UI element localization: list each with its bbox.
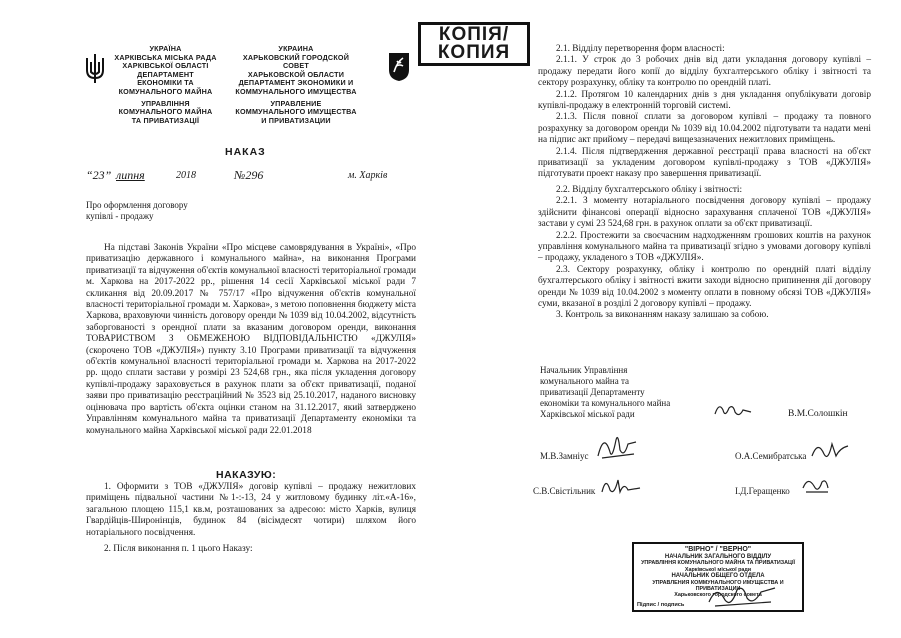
header-ru-line: КОММУНАЛЬНОГО ИМУЩЕСТВА [235, 107, 357, 117]
order-subject [86, 200, 286, 221]
verify-stamp-line: УПРАВЛІННЯ КОМУНАЛЬНОГО МАЙНА ТА ПРИВАТИЗАЦІЇ [641, 560, 795, 567]
head-title-line: економіки та комунального майна [540, 398, 671, 408]
paragraph-3: 3. Контроль за виконанням наказу залишаю за собою. [556, 310, 769, 321]
nakazuyu-heading: НАКАЗУЮ: [216, 469, 277, 481]
header-ru-line: ХАРЬКОВСКОЙ ОБЛАСТИ [247, 69, 345, 79]
copy-stamp [418, 22, 530, 66]
paragraph-2-3: 2.3. Сектору розрахунку, обліку і контролю по орендній платі відділу бухгалтерського обліку і звітності вжити заходи відносно припинення дії договору оренди № 1039 від 10.04.2002 з моменту оплати в повному обсязі ТОВ «ДЖУЛІЯ» суми, вказаної в розділі 2 договору купівлі – продажу. [538, 264, 871, 309]
header-ru-line: КОММУНАЛЬНОГО ИМУЩЕСТВА [235, 86, 357, 96]
head-name: В.М.Солошкін [788, 409, 848, 419]
head-title-line: комунального майна та [540, 376, 630, 386]
city-coat-of-arms-icon [388, 52, 410, 82]
verify-stamp-line: "ВІРНО" / "ВЕРНО" [684, 546, 752, 553]
visa-signature-3-icon [600, 474, 642, 498]
verify-stamp-signature-icon [705, 582, 777, 610]
paragraph-2-1-2: 2.1.2. Протягом 10 календарних днів з дня укладання опублікувати договір купівлі-продажу в електронній торговій системі. [538, 89, 871, 112]
visa-name-2: О.А.Семибратська [735, 451, 807, 461]
verify-stamp-line: НАЧАЛЬНИК ОБЩЕГО ОТДЕЛА [671, 573, 765, 580]
visa-signature-4-icon [800, 474, 832, 498]
order-subject-line: купівлі - продажу [86, 210, 154, 221]
head-title-line: Начальник Управління [540, 365, 628, 375]
header-ua-line: УКРАЇНА [149, 44, 182, 53]
visa-name-4: І.Д.Геращенко [735, 486, 790, 496]
head-signature-icon [713, 400, 753, 422]
order-subject-line: Про оформлення договору [86, 200, 188, 210]
header-ru-line: УПРАВЛЕНИЕ [270, 98, 322, 108]
paragraph-2-2-1: 2.2.1. З моменту нотаріального посвідчення договору купівлі – продажу здійснити фінансові операції відносно зарахування сплаченої ТОВ «ДЖУЛІЯ» застави у сумі 23 524,68 грн. в рахунок оплати за об'єкт приватизації. [538, 196, 871, 230]
copy-stamp-line: КОПИЯ [437, 42, 511, 63]
header-ua-line: КОМУНАЛЬНОГО МАЙНА [118, 86, 213, 96]
head-signature-block [540, 365, 720, 420]
paragraph-2-1-1: 2.1.1. У строк до 3 робочих днів від дати укладання договору купівлі – продажу передати його копії до відділу бухгалтерського обліку і звітності та сектору розрахунку, обліку та контролю по орендній платі. [538, 55, 871, 89]
order-date-year: 2018 [176, 170, 196, 181]
header-ru [227, 45, 365, 125]
paragraph-2-2-2: 2.2.2. Простежити за своєчасним надходженням грошових коштів на рахунок управління комунального майна та приватизації згідно з умовами договору купівлі – продажу, укладеного з ТОВ «ДЖУЛІЯ». [538, 230, 871, 264]
visa-signature-1-icon [594, 430, 638, 462]
copy-stamp-line: КОПІЯ/ [438, 24, 510, 45]
order-date-month: липня [116, 168, 145, 182]
header-ru-line: ХАРЬКОВСКИЙ ГОРОДСКОЙ [242, 52, 350, 62]
verify-stamp-line: УПРАВЛЕНИЯ КОММУНАЛЬНОГО ИМУЩЕСТВА И ПРИВАТИЗАЦИИ [652, 579, 784, 593]
order-item-1: 1. Оформити з ТОВ «ДЖУЛІЯ» договір купівлі – продажу нежитлових приміщень підвальної частини №1-:-13, 24 у житловому будинку літ.«А-16», загальною площею 115,1 кв.м, розташованих за адресою: місто Харків, вулиця Гвардійців-Широнінців, будинок 84 (вісімдесят чотири) шляхом його нотаріального посвідчення. [86, 482, 416, 538]
header-ua [108, 45, 223, 125]
order-city: м. Харків [348, 170, 388, 181]
verify-stamp-sign-label: Підпис / подпись [637, 601, 685, 608]
trident-emblem-icon [84, 52, 106, 84]
header-ru-line: И ПРИВАТИЗАЦИИ [261, 115, 331, 125]
header-ua-line: ХАРКІВСЬКОЇ ОБЛАСТІ [122, 61, 209, 71]
verify-stamp-line: Харківської міської ради [684, 566, 752, 573]
order-title: НАКАЗ [225, 146, 266, 158]
visa-name-3: С.В.Свістільник [533, 486, 596, 496]
order-date-day: “23” [86, 168, 112, 182]
head-title-line: приватизації Департаменту [540, 387, 645, 397]
paragraph-2-2: 2.2. Відділу бухгалтерського обліку і звітності: [556, 184, 743, 195]
order-number: №296 [234, 168, 264, 182]
order-item-2: 2. Після виконання п. 1 цього Наказу: [104, 544, 253, 554]
paragraph-2-1-3: 2.1.3. Після повної сплати за договором купівлі – продажу та повного розрахунку за договором оренди № 1039 від 10.04.2002 підготувати та надати мені на підпис акт прийому – передачі вищезазначених нежитлових приміщень. [538, 112, 871, 146]
visa-name-1: М.В.Замніус [540, 451, 589, 461]
header-ua-line: ТА ПРИВАТИЗАЦІЇ [131, 115, 200, 125]
header-ua-line: УПРАВЛІННЯ [141, 98, 190, 108]
header-ru-line: УКРАИНА [278, 44, 314, 53]
header-ua-line: ХАРКІВСЬКА МІСЬКА РАДА [114, 52, 217, 62]
header-ru-line: ДЕПАРТАМЕНТ ЭКОНОМИКИ И [238, 78, 354, 88]
header-ua-line: КОМУНАЛЬНОГО МАЙНА [118, 107, 213, 117]
order-preamble: На підставі Законів України «Про місцеве самоврядування в Україні», «Про приватизацію державного і комунального майна», на виконання Програми приватизації та відчуження об'єктів комунальної власності територіальної громади м. Харкова на 2017-2022 рр., рішення 14 сесії Харківської міської ради 7 скликання від 20.09.2017 № 757/17 «Про відчуження об'єктів комунальної власності територіальної громади м. Харкова», з метою поповнення бюджету міста Харкова, враховуючи чинність договору оренди № 1039 від 10.04.2002, відсутність заборгованості з орендної плати за вказаним договором оренди, виконання ТОВАРИСТВОМ З ОБМЕЖЕНОЮ ВІДПОВІДАЛЬНІСТЮ «ДЖУЛІЯ» (скорочено ТОВ «ДЖУЛІЯ») пункту 3.10 Програми приватизації та відчуження об'єктів комунальної власності територіальної громади м. Харкова на 2017-2022 рр. щодо сплати застави у розмірі 23 524,68 грн., яка після укладення договору купівлі-продажу зараховується в рахунок плати за об'єкт приватизації, поданої заяви про приватизацію реєстраційний № 3523 від 25.10.2017, наданого висновку оцінювача про вартість об'єкта оцінки станом на 31.12.2017, який затверджено Управлінням комунального майна та приватизації Департаменту економіки та комунального майна Харківської міської ради 22.01.2018 [86, 243, 416, 436]
paragraph-2-1: 2.1. Відділу перетворення форм власності: [556, 44, 725, 54]
visa-signature-2-icon [810, 436, 850, 464]
header-ua-line: ДЕПАРТАМЕНТ [137, 69, 194, 79]
verify-stamp-line: НАЧАЛЬНИК ЗАГАЛЬНОГО ВІДДІЛУ [664, 554, 772, 560]
order-date-line [86, 168, 406, 184]
paragraph-2-1-4: 2.1.4. Після підтвердження державної реєстрації права власності на об'єкт приватизації за укладеним договором купівлі-продажу з ТОВ «ДЖУЛІЯ» підготувати проект наказу про завершення приватизації. [538, 146, 871, 180]
right-column [538, 44, 871, 322]
header-ru-line: СОВЕТ [283, 61, 309, 71]
header-ua-line: ЕКОНОМІКИ ТА [137, 78, 194, 88]
verify-stamp-line: Харьковского городского совета [674, 592, 762, 599]
head-title-line: Харківської міської ради [540, 409, 635, 419]
